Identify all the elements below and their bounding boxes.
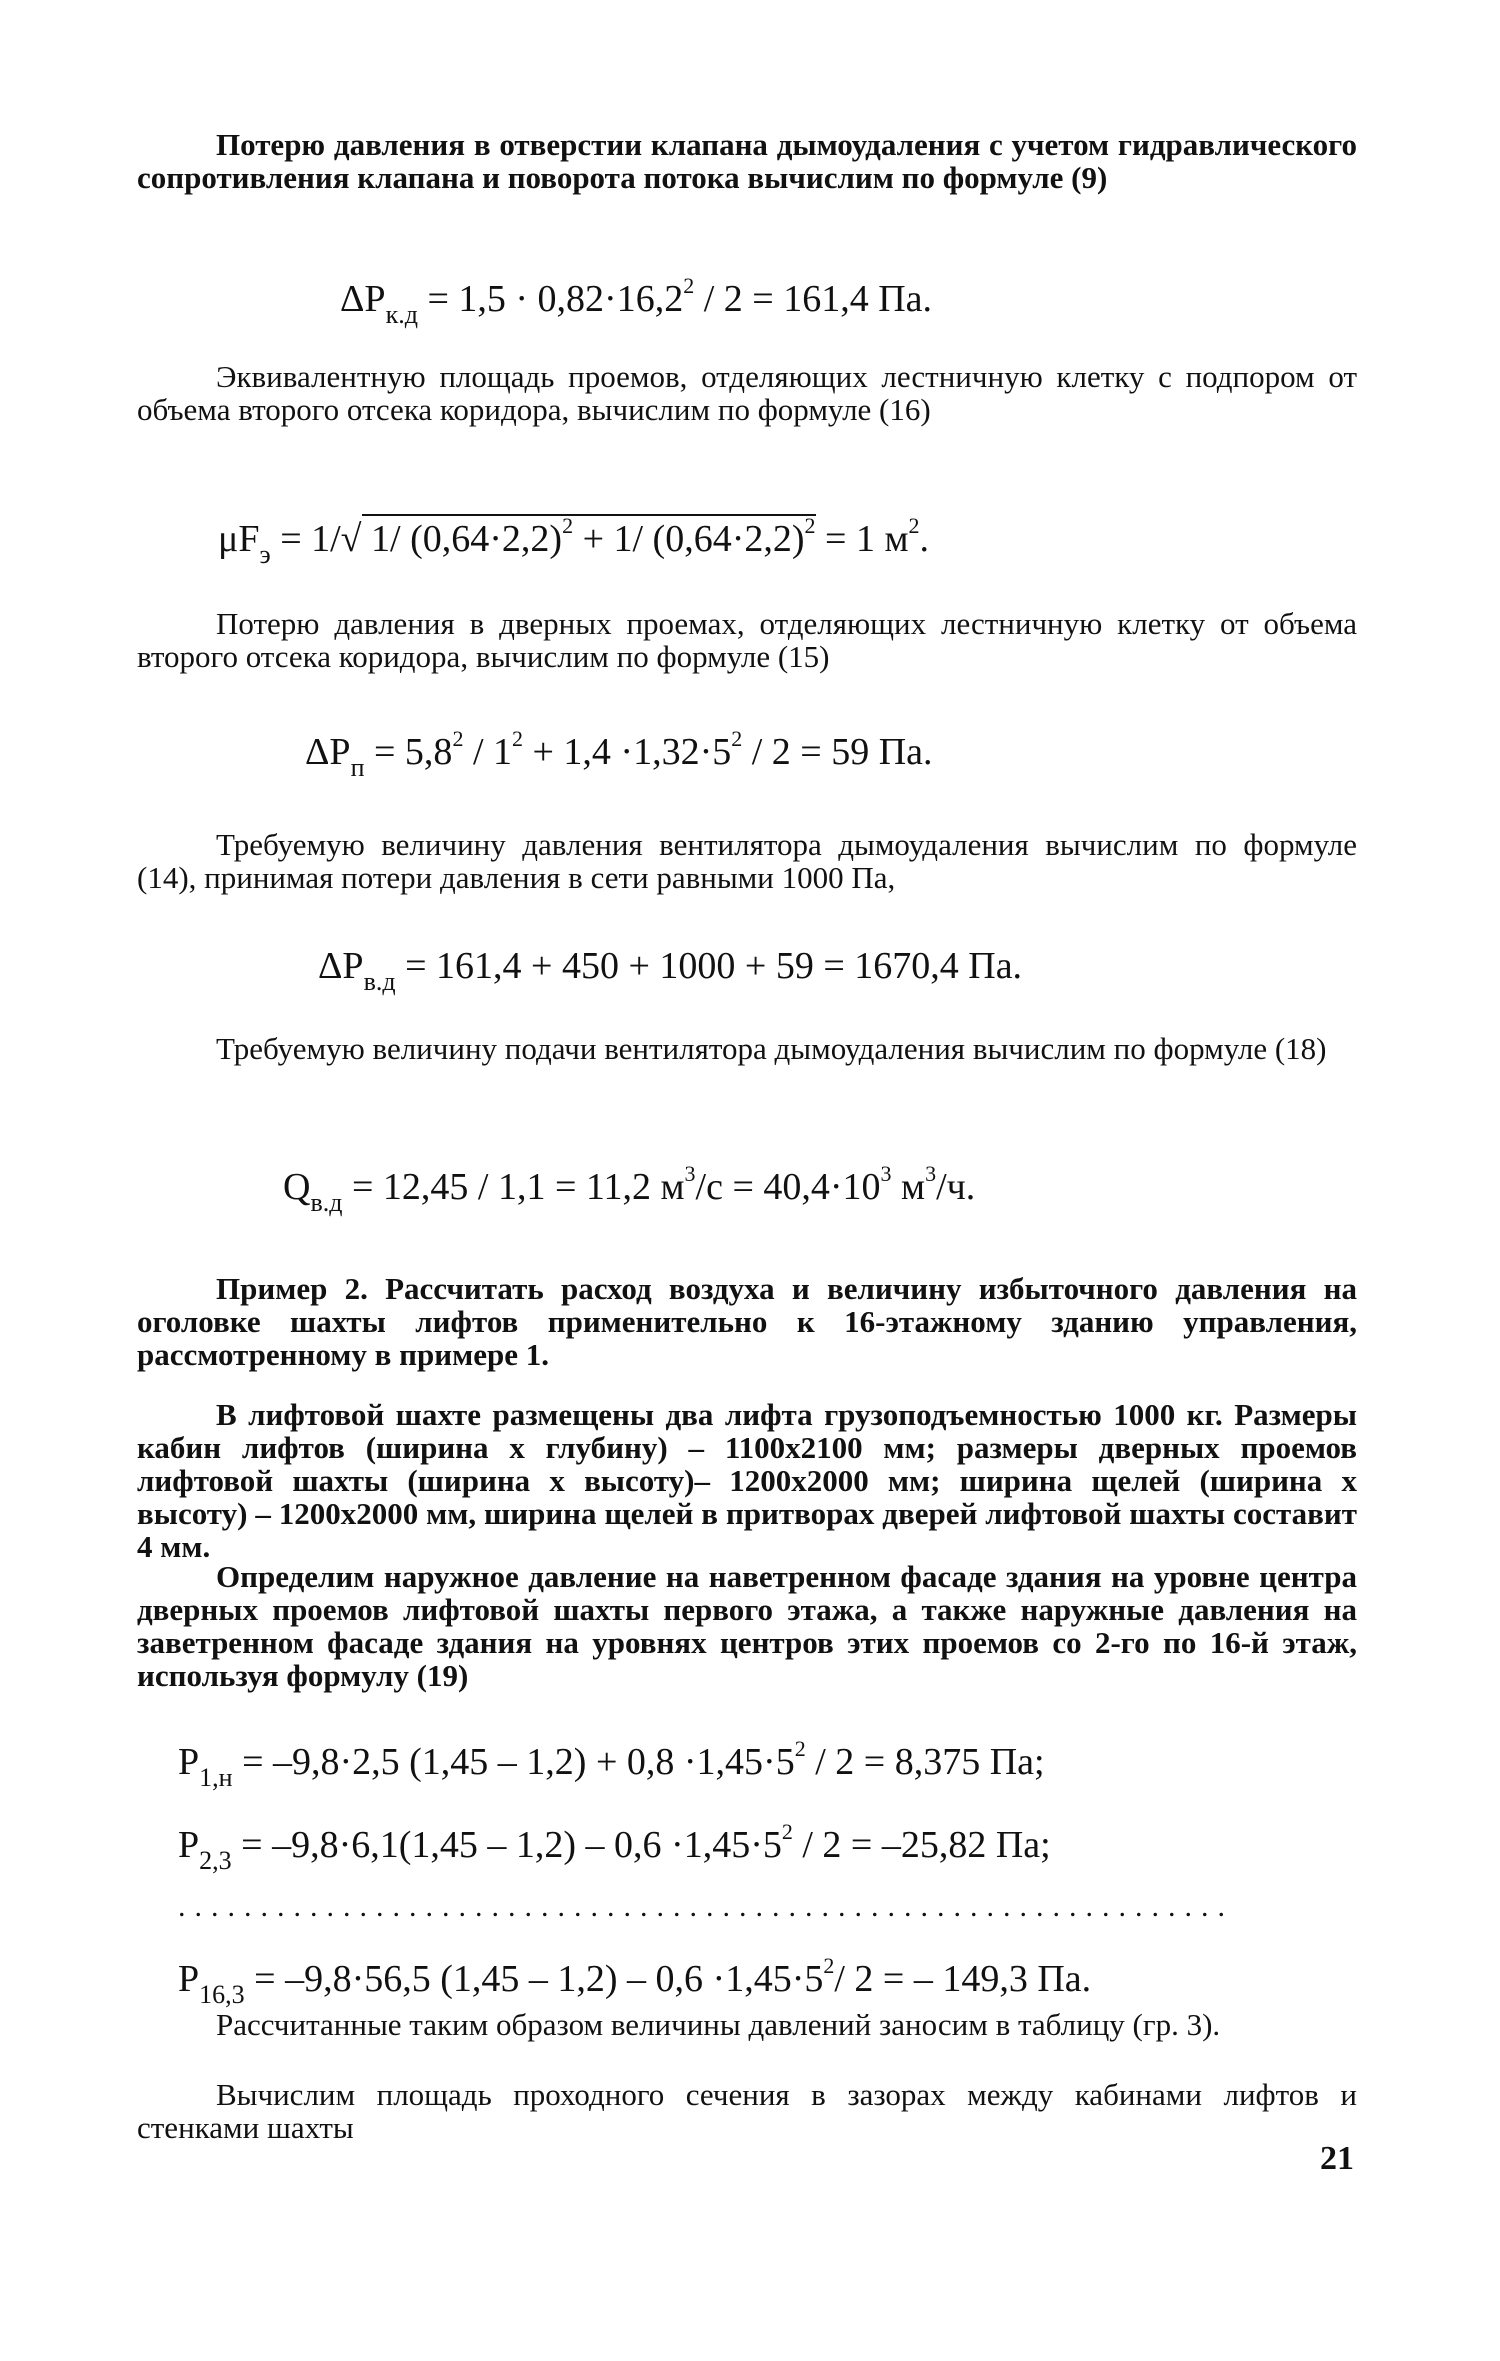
formula-part: = 1/√ — [270, 518, 362, 560]
formula-part: м — [891, 1166, 926, 1208]
paragraph-outside-pressure — [137, 1560, 1357, 1692]
formula-subscript: 2,3 — [199, 1846, 232, 1875]
formula-subscript: к.д — [385, 300, 418, 329]
formula-lhs: Q — [283, 1166, 311, 1208]
formula-superscript: 2 — [683, 273, 695, 298]
formula-subscript: в.д — [363, 967, 396, 996]
formula-part: = 161,4 + 450 + 1000 + 59 = 1670,4 Па. — [395, 945, 1023, 987]
formula-superscript: 3 — [880, 1161, 892, 1186]
radical-expression — [362, 514, 816, 560]
formula-superscript: 3 — [684, 1161, 696, 1186]
formula-part: / 2 = 8,375 Па; — [805, 1741, 1045, 1783]
formula-lhs: P — [178, 1824, 200, 1866]
formula-subscript: э — [259, 540, 271, 569]
formula-p23 — [178, 1808, 1051, 1885]
formula-part: = –9,8·56,5 (1,45 – 1,2) – 0,6 ·1,45·5 — [244, 1958, 824, 2000]
formula-lhs: ΔP — [340, 278, 386, 320]
formula-part: + 1/ (0,64·2,2) — [573, 518, 805, 560]
formula-part: 1/ (0,64·2,2) — [361, 518, 563, 560]
formula-lhs: μF — [218, 518, 260, 560]
formula-p1n — [178, 1725, 1045, 1802]
formula-part: = 1 м — [815, 518, 909, 560]
formula-subscript: 16,3 — [199, 1980, 245, 2009]
paragraph-valve-pressure-loss — [137, 128, 1357, 194]
paragraph-equivalent-area — [137, 360, 1357, 426]
formula-superscript: 2 — [794, 1736, 806, 1761]
formula-part: = 12,45 / 1,1 = 11,2 м — [342, 1166, 685, 1208]
ellipsis-row: ................................................................ — [178, 1890, 1234, 1923]
formula-part: = 5,8 — [364, 731, 453, 773]
formula-part: / 2 = – 149,3 Па. — [834, 1958, 1092, 2000]
example-label: Пример 2. — [216, 1271, 368, 1306]
paragraph-text: Требуемую величину подачи вентилятора дымоудаления вычислим по формуле (18) — [216, 1031, 1327, 1066]
formula-part: / 2 = 161,4 Па. — [694, 278, 932, 320]
formula-fan-flow — [283, 1150, 975, 1227]
formula-superscript: 2 — [804, 513, 816, 538]
formula-part: = –9,8·6,1(1,45 – 1,2) – 0,6 ·1,45·5 — [231, 1824, 782, 1866]
formula-lhs: ΔP — [305, 731, 351, 773]
page-number: 21 — [1320, 2140, 1354, 2177]
paragraph-text: В лифтовой шахте размещены два лифта грузоподъемностью 1000 кг. Размеры кабин лифтов (ширина х глубину) – 1100х2100 мм; размеры дверных проемов лифтовой шахты (ширина х высоту)– 1200х2000 мм; ширина щелей (ширина х высоту) – 1200х2000 мм, ширина щелей в притворах дверей лифтовой шахты составит 4 мм. — [137, 1397, 1357, 1564]
formula-part: + 1,4 ·1,32·5 — [523, 731, 732, 773]
formula-valve-loss — [340, 262, 932, 339]
paragraph-lift-shaft — [137, 1398, 1357, 1563]
paragraph-fan-flow — [137, 1032, 1357, 1065]
paragraph-text: Вычислим площадь проходного сечения в зазорах между кабинами лифтов и стенками шахты — [137, 2077, 1357, 2145]
paragraph-text: Потерю давления в отверстии клапана дымоудаления с учетом гидравлического сопротивления клапана и поворота потока вычислим по формуле (9) — [137, 127, 1357, 195]
paragraph-fan-pressure — [137, 828, 1357, 894]
paragraph-text: Рассчитанные таким образом величины давлений заносим в таблицу (гр. 3). — [216, 2007, 1221, 2042]
formula-part: /ч. — [936, 1166, 976, 1208]
formula-lhs: P — [178, 1741, 200, 1783]
paragraph-text: Эквивалентную площадь проемов, отделяющих лестничную клетку с подпором от объема второго отсека коридора, вычислим по формуле (16) — [137, 359, 1357, 427]
formula-superscript: 3 — [925, 1161, 937, 1186]
formula-subscript: п — [350, 753, 365, 782]
formula-superscript: 2 — [452, 726, 464, 751]
paragraph-table-note — [137, 2008, 1357, 2041]
formula-door-loss — [305, 715, 933, 792]
formula-part: / 1 — [463, 731, 512, 773]
formula-part: = –9,8·2,5 (1,45 – 1,2) + 0,8 ·1,45·5 — [232, 1741, 795, 1783]
formula-lhs: P — [178, 1958, 200, 2000]
paragraph-door-pressure-loss — [137, 607, 1357, 673]
paragraph-text: Требуемую величину давления вентилятора дымоудаления вычислим по формуле (14), принимая потери давления в сети равными 1000 Па, — [137, 827, 1357, 895]
formula-lhs: ΔP — [318, 945, 364, 987]
paragraph-text: Потерю давления в дверных проемах, отделяющих лестничную клетку от объема второго отсека коридора, вычислим по формуле (15) — [137, 606, 1357, 674]
example-text: Рассчитать расход воздуха и величину избыточного давления на оголовке шахты лифтов применительно к 16-этажному зданию управления, рассмотренному в примере 1. — [137, 1271, 1357, 1372]
formula-subscript: 1,н — [199, 1763, 233, 1792]
formula-subscript: в.д — [310, 1188, 343, 1217]
formula-part: / 2 = 59 Па. — [742, 731, 933, 773]
formula-equivalent-area — [218, 502, 929, 579]
formula-superscript: 2 — [823, 1953, 835, 1978]
formula-superscript: 2 — [908, 513, 920, 538]
formula-superscript: 2 — [731, 726, 743, 751]
formula-superscript: 2 — [781, 1819, 793, 1844]
paragraph-cross-section — [137, 2078, 1357, 2144]
formula-part: /с = 40,4·10 — [695, 1166, 881, 1208]
formula-fan-pressure — [318, 942, 1022, 1006]
paragraph-example-2 — [137, 1272, 1357, 1371]
formula-part: . — [919, 518, 929, 560]
formula-part: = 1,5 · 0,82·16,2 — [417, 278, 684, 320]
paragraph-text: Определим наружное давление на наветренном фасаде здания на уровне центра дверных проемов лифтовой шахты первого этажа, а также наружные давления на заветренном фасаде здания на уровнях центров этих проемов со 2-го по 16-й этаж, используя формулу (19) — [137, 1559, 1357, 1693]
formula-part: / 2 = –25,82 Па; — [792, 1824, 1051, 1866]
formula-superscript: 2 — [512, 726, 523, 751]
formula-superscript: 2 — [562, 513, 574, 538]
